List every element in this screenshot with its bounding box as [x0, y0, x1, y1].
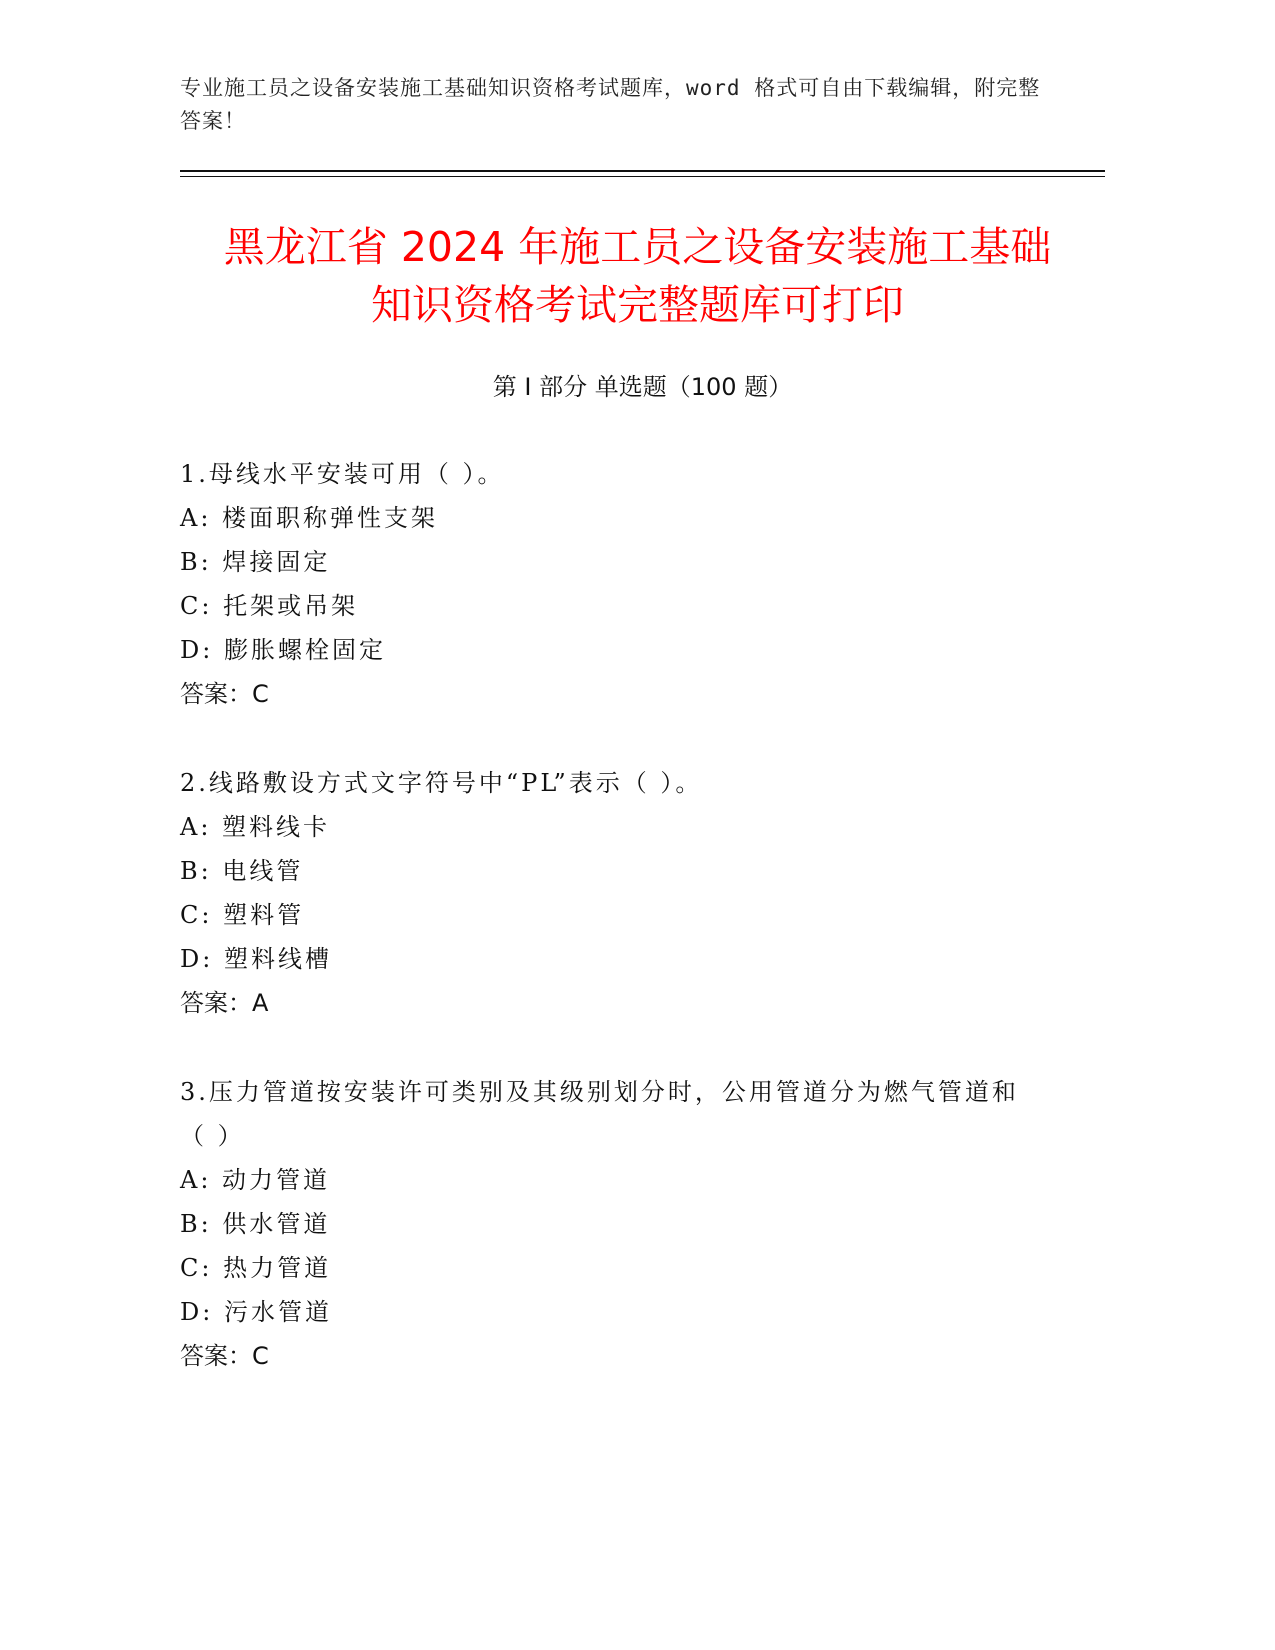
question-stem: 3.压力管道按安装许可类别及其级别划分时，公用管道分为燃气管道和（ ）: [180, 1078, 1019, 1150]
document-title-line-2: 知识资格考试完整题库可打印: [371, 281, 904, 329]
document-title: [150, 218, 1125, 334]
option-d: D: 污水管道: [180, 1298, 332, 1326]
question-list: [180, 452, 1105, 1423]
question-2: [180, 761, 1105, 1025]
header-note: 专业施工员之设备安装施工基础知识资格考试题库，word 格式可自由下载编辑，附完整答案！: [180, 76, 1041, 133]
option-a: A: 塑料线卡: [180, 813, 331, 841]
section-title: 第 I 部分 单选题（100 题）: [492, 373, 793, 401]
option-b: B: 供水管道: [180, 1210, 331, 1238]
answer: 答案：C: [180, 680, 269, 708]
option-d: D: 膨胀螺栓固定: [180, 636, 386, 664]
document-title-line-1: 黑龙江省 2024 年施工员之设备安装施工基础: [223, 223, 1052, 271]
header-divider-thick: [180, 170, 1105, 172]
option-b: B: 焊接固定: [180, 548, 331, 576]
question-stem: 2.线路敷设方式文字符号中“PL”表示（ ）。: [180, 769, 703, 797]
header-divider-thin: [180, 176, 1105, 177]
option-c: C: 热力管道: [180, 1254, 332, 1282]
option-a: A: 楼面职称弹性支架: [180, 504, 439, 532]
option-c: C: 塑料管: [180, 901, 305, 929]
question-1: [180, 452, 1105, 716]
option-b: B: 电线管: [180, 857, 304, 885]
answer: 答案：C: [180, 1342, 269, 1370]
question-stem: 1.母线水平安装可用（ ）。: [180, 460, 505, 488]
answer: 答案：A: [180, 989, 269, 1017]
option-a: A: 动力管道: [180, 1166, 331, 1194]
question-3: [180, 1070, 1105, 1378]
option-d: D: 塑料线槽: [180, 945, 332, 973]
option-c: C: 托架或吊架: [180, 592, 359, 620]
